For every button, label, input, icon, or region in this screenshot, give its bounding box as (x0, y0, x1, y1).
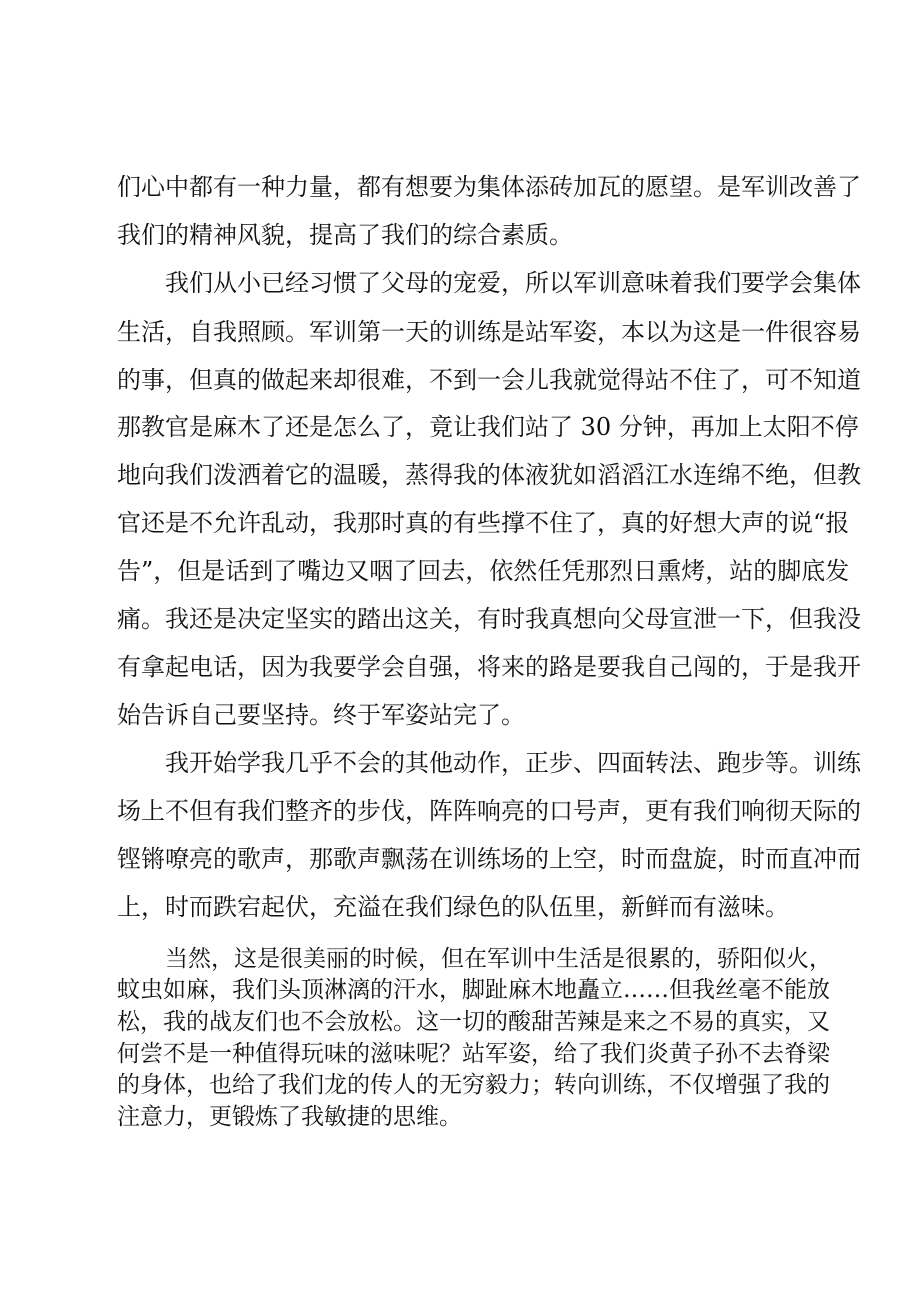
text-line: 的身体，也给了我们龙的传人的无穷毅力；转向训练，不仅增强了我的 (117, 1072, 830, 1098)
text-line: 我开始学我几乎不会的其他动作，正步、四面转法、跑步等。训练 (165, 749, 861, 777)
text-line: 场上不但有我们整齐的步伐，阵阵响亮的口号声，更有我们响彻天际的 (117, 797, 861, 825)
text-line: 告”，但是话到了嘴边又咽了回去，依然任凭那烈日熏烤，站的脚底发 (117, 557, 850, 585)
text-line: 何尝不是一种值得玩味的滋味呢？站军姿，给了我们炎黄子孙不去脊梁 (117, 1041, 830, 1067)
text-line: 有拿起电话，因为我要学会自强，将来的路是要我自己闯的，于是我开 (117, 653, 861, 681)
text-line: 我们从小已经习惯了父母的宠爱，所以军训意味着我们要学会集体 (165, 269, 861, 297)
text-line: 铿锵嘹亮的歌声，那歌声飘荡在训练场的上空，时而盘旋，时而直冲而 (117, 845, 861, 873)
text-line: 注意力，更锻炼了我敏捷的思维。 (117, 1104, 462, 1130)
text-line: 官还是不允许乱动，我那时真的有些撑不住了，真的好想大声的说“报 (117, 509, 850, 537)
text-line: 松，我的战友们也不会放松。这一切的酸甜苦辣是来之不易的真实，又 (117, 1009, 830, 1035)
text-line: 地向我们泼洒着它的温暖，蒸得我的体液犹如滔滔江水连绵不绝，但教 (117, 461, 861, 489)
text-line: 当然，这是很美丽的时候，但在军训中生活是很累的，骄阳似火， (165, 946, 832, 972)
text-line: 的事，但真的做起来却很难，不到一会儿我就觉得站不住了，可不知道 (117, 366, 861, 394)
text-line: 那教官是麻木了还是怎么了，竟让我们站了 30 分钟，再加上太阳不停 (117, 413, 859, 441)
text-line: 痛。我还是决定坚实的踏出这关，有时我真想向父母宣泄一下，但我没 (117, 605, 861, 633)
text-line: 我们的精神风貌，提高了我们的综合素质。 (117, 221, 573, 249)
text-line: 上，时而跌宕起伏，充溢在我们绿色的队伍里，新鲜而有滋味。 (117, 893, 789, 921)
text-line: 生活，自我照顾。军训第一天的训练是站军姿，本以为这是一件很容易 (117, 318, 861, 346)
text-line: 蚊虫如麻，我们头顶淋漓的汗水，脚趾麻木地矗立……但我丝毫不能放 (117, 977, 830, 1003)
text-line: 始告诉自己要坚持。终于军姿站完了。 (117, 701, 525, 729)
text-line: 们心中都有一种力量，都有想要为集体添砖加瓦的愿望。是军训改善了 (117, 173, 861, 201)
